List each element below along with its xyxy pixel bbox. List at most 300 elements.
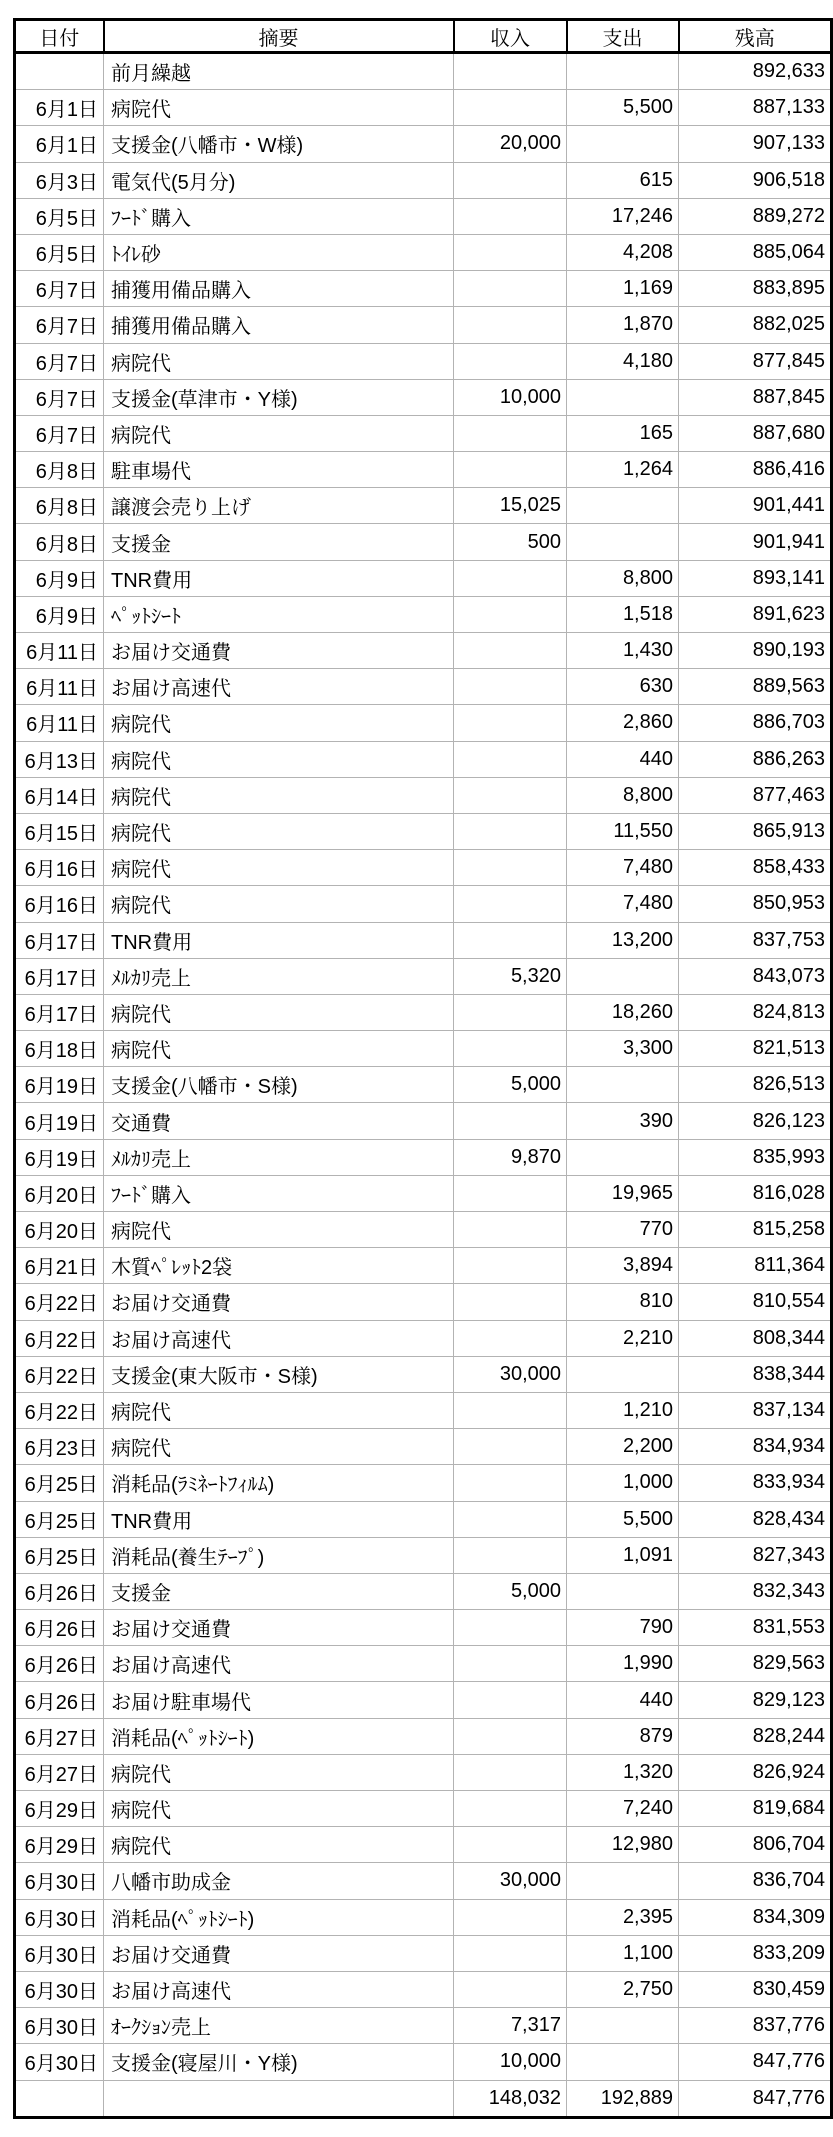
date-cell: 6月11日: [15, 633, 104, 669]
date-cell: 6月29日: [15, 1827, 104, 1863]
expense-cell: [567, 379, 679, 415]
table-row: [15, 886, 832, 922]
expense-cell: [567, 958, 679, 994]
date-cell: 6月1日: [15, 126, 104, 162]
expense-cell: 4,208: [567, 234, 679, 270]
date-cell: 6月15日: [15, 813, 104, 849]
income-cell: [454, 1392, 567, 1428]
table-row: [15, 922, 832, 958]
table-row: [15, 1573, 832, 1609]
income-cell: [454, 850, 567, 886]
balance-cell: 847,776: [679, 2044, 832, 2080]
income-cell: [454, 1103, 567, 1139]
table-row: [15, 234, 832, 270]
date-cell: 6月9日: [15, 560, 104, 596]
balance-cell: 837,753: [679, 922, 832, 958]
income-cell: [454, 1682, 567, 1718]
table-row: [15, 1284, 832, 1320]
description-cell: 支援金(寝屋川・Y様): [104, 2044, 454, 2080]
date-cell: [15, 2080, 104, 2117]
table-row: [15, 1139, 832, 1175]
table-row: [15, 1429, 832, 1465]
date-cell: 6月7日: [15, 271, 104, 307]
expense-cell: 1,210: [567, 1392, 679, 1428]
date-cell: 6月19日: [15, 1103, 104, 1139]
balance-cell: 832,343: [679, 1573, 832, 1609]
table-row: [15, 1465, 832, 1501]
date-cell: 6月21日: [15, 1248, 104, 1284]
balance-cell: 891,623: [679, 596, 832, 632]
balance-cell: 837,776: [679, 2008, 832, 2044]
table-row: [15, 1067, 832, 1103]
date-cell: 6月17日: [15, 994, 104, 1030]
balance-cell: 886,416: [679, 452, 832, 488]
table-row: [15, 488, 832, 524]
income-cell: [454, 1248, 567, 1284]
table-row: [15, 1863, 832, 1899]
income-cell: [454, 994, 567, 1030]
table-row: [15, 1754, 832, 1790]
expense-cell: 1,518: [567, 596, 679, 632]
date-cell: 6月7日: [15, 343, 104, 379]
expense-cell: [567, 524, 679, 560]
description-cell: 支援金(八幡市・W様): [104, 126, 454, 162]
income-cell: 15,025: [454, 488, 567, 524]
table-row: [15, 1175, 832, 1211]
income-cell: [454, 1175, 567, 1211]
balance-cell: 907,133: [679, 126, 832, 162]
table-row: [15, 596, 832, 632]
expense-cell: 390: [567, 1103, 679, 1139]
balance-cell: 808,344: [679, 1320, 832, 1356]
description-cell: お届け交通費: [104, 1284, 454, 1320]
balance-cell: 810,554: [679, 1284, 832, 1320]
date-cell: 6月7日: [15, 415, 104, 451]
income-cell: 148,032: [454, 2080, 567, 2117]
balance-cell: 834,309: [679, 1899, 832, 1935]
expense-cell: 11,550: [567, 813, 679, 849]
expense-cell: 1,169: [567, 271, 679, 307]
income-cell: [454, 1646, 567, 1682]
income-cell: [454, 307, 567, 343]
income-cell: [454, 1284, 567, 1320]
expense-cell: 7,240: [567, 1791, 679, 1827]
description-cell: 病院代: [104, 1212, 454, 1248]
date-cell: 6月27日: [15, 1754, 104, 1790]
table-row: [15, 813, 832, 849]
description-cell: お届け駐車場代: [104, 1682, 454, 1718]
table-row: [15, 126, 832, 162]
description-cell: ﾄｲﾚ砂: [104, 234, 454, 270]
date-cell: 6月20日: [15, 1175, 104, 1211]
description-cell: ﾌｰﾄﾞ購入: [104, 198, 454, 234]
date-cell: 6月16日: [15, 850, 104, 886]
table-row: [15, 1248, 832, 1284]
balance-cell: 886,263: [679, 741, 832, 777]
table-row: [15, 1320, 832, 1356]
description-cell: お届け交通費: [104, 1610, 454, 1646]
income-cell: [454, 705, 567, 741]
balance-cell: 850,953: [679, 886, 832, 922]
income-cell: 30,000: [454, 1863, 567, 1899]
expense-cell: 810: [567, 1284, 679, 1320]
balance-cell: 806,704: [679, 1827, 832, 1863]
expense-cell: 2,860: [567, 705, 679, 741]
date-cell: 6月16日: [15, 886, 104, 922]
expense-cell: 2,200: [567, 1429, 679, 1465]
date-cell: 6月30日: [15, 1899, 104, 1935]
date-cell: 6月9日: [15, 596, 104, 632]
balance-cell: 816,028: [679, 1175, 832, 1211]
expense-cell: [567, 1573, 679, 1609]
expense-cell: 18,260: [567, 994, 679, 1030]
totals-row: [15, 2080, 832, 2117]
expense-cell: 790: [567, 1610, 679, 1646]
table-row: [15, 669, 832, 705]
balance-cell: 838,344: [679, 1356, 832, 1392]
date-cell: 6月5日: [15, 198, 104, 234]
balance-cell: 819,684: [679, 1791, 832, 1827]
table-row: [15, 705, 832, 741]
description-cell: 病院代: [104, 886, 454, 922]
balance-cell: 877,463: [679, 777, 832, 813]
table-row: [15, 452, 832, 488]
table-row: [15, 560, 832, 596]
expense-cell: 630: [567, 669, 679, 705]
description-cell: ﾒﾙｶﾘ売上: [104, 958, 454, 994]
ledger-body: [15, 53, 832, 2118]
balance-cell: 837,134: [679, 1392, 832, 1428]
balance-cell: 858,433: [679, 850, 832, 886]
income-cell: [454, 669, 567, 705]
expense-cell: [567, 2044, 679, 2080]
date-cell: 6月25日: [15, 1465, 104, 1501]
expense-cell: 615: [567, 162, 679, 198]
balance-cell: 829,123: [679, 1682, 832, 1718]
expense-cell: 1,091: [567, 1537, 679, 1573]
balance-cell: 821,513: [679, 1031, 832, 1067]
balance-cell: 901,441: [679, 488, 832, 524]
description-cell: 病院代: [104, 415, 454, 451]
description-cell: TNR費用: [104, 560, 454, 596]
income-cell: [454, 633, 567, 669]
description-cell: 病院代: [104, 343, 454, 379]
balance-cell: 828,434: [679, 1501, 832, 1537]
balance-cell: 901,941: [679, 524, 832, 560]
table-row: [15, 53, 832, 90]
description-cell: 支援金: [104, 1573, 454, 1609]
balance-cell: 835,993: [679, 1139, 832, 1175]
description-cell: 支援金(草津市・Y様): [104, 379, 454, 415]
balance-cell: 833,934: [679, 1465, 832, 1501]
expense-cell: 770: [567, 1212, 679, 1248]
date-cell: 6月22日: [15, 1284, 104, 1320]
income-cell: [454, 777, 567, 813]
expense-cell: [567, 1067, 679, 1103]
description-cell: 病院代: [104, 741, 454, 777]
description-cell: ｵｰｸｼｮﾝ売上: [104, 2008, 454, 2044]
balance-cell: 886,703: [679, 705, 832, 741]
table-row: [15, 271, 832, 307]
balance-cell: 811,364: [679, 1248, 832, 1284]
description-cell: 消耗品(ﾍﾟｯﾄｼｰﾄ): [104, 1899, 454, 1935]
table-row: [15, 2008, 832, 2044]
table-row: [15, 1392, 832, 1428]
table-row: [15, 777, 832, 813]
income-cell: [454, 813, 567, 849]
income-cell: [454, 1899, 567, 1935]
description-cell: お届け高速代: [104, 1320, 454, 1356]
table-row: [15, 343, 832, 379]
balance-cell: 836,704: [679, 1863, 832, 1899]
date-cell: 6月29日: [15, 1791, 104, 1827]
expense-cell: 1,320: [567, 1754, 679, 1790]
table-row: [15, 198, 832, 234]
balance-cell: 826,123: [679, 1103, 832, 1139]
expense-cell: [567, 1863, 679, 1899]
income-cell: [454, 1031, 567, 1067]
table-row: [15, 633, 832, 669]
expense-cell: [567, 488, 679, 524]
balance-cell: 824,813: [679, 994, 832, 1030]
income-cell: [454, 53, 567, 90]
income-cell: [454, 560, 567, 596]
income-cell: [454, 1791, 567, 1827]
date-cell: 6月17日: [15, 922, 104, 958]
expense-cell: 8,800: [567, 560, 679, 596]
description-cell: 病院代: [104, 777, 454, 813]
expense-cell: 2,750: [567, 1971, 679, 2007]
expense-cell: 8,800: [567, 777, 679, 813]
income-cell: 10,000: [454, 2044, 567, 2080]
date-cell: 6月23日: [15, 1429, 104, 1465]
date-cell: 6月25日: [15, 1537, 104, 1573]
income-cell: 5,320: [454, 958, 567, 994]
balance-cell: 893,141: [679, 560, 832, 596]
expense-cell: 165: [567, 415, 679, 451]
table-row: [15, 2044, 832, 2080]
income-cell: [454, 596, 567, 632]
expense-cell: 7,480: [567, 886, 679, 922]
description-cell: 前月繰越: [104, 53, 454, 90]
expense-cell: [567, 2008, 679, 2044]
table-row: [15, 1971, 832, 2007]
table-row: [15, 90, 832, 126]
date-cell: 6月30日: [15, 1935, 104, 1971]
expense-cell: 1,870: [567, 307, 679, 343]
balance-cell: 889,272: [679, 198, 832, 234]
income-cell: [454, 922, 567, 958]
date-cell: 6月7日: [15, 379, 104, 415]
date-cell: 6月26日: [15, 1573, 104, 1609]
expense-cell: 192,889: [567, 2080, 679, 2117]
description-cell: 病院代: [104, 705, 454, 741]
date-cell: 6月8日: [15, 488, 104, 524]
header-description: 摘要: [104, 20, 454, 53]
income-cell: [454, 1935, 567, 1971]
income-cell: 7,317: [454, 2008, 567, 2044]
income-cell: [454, 1971, 567, 2007]
expense-cell: 5,500: [567, 1501, 679, 1537]
expense-cell: 5,500: [567, 90, 679, 126]
description-cell: 捕獲用備品購入: [104, 307, 454, 343]
date-cell: 6月11日: [15, 669, 104, 705]
date-cell: 6月30日: [15, 1971, 104, 2007]
header-income: 収入: [454, 20, 567, 53]
income-cell: [454, 198, 567, 234]
expense-cell: 440: [567, 741, 679, 777]
table-row: [15, 379, 832, 415]
income-cell: [454, 90, 567, 126]
table-row: [15, 307, 832, 343]
date-cell: 6月30日: [15, 2008, 104, 2044]
balance-cell: 877,845: [679, 343, 832, 379]
balance-cell: 815,258: [679, 1212, 832, 1248]
income-cell: [454, 1754, 567, 1790]
expense-cell: 1,430: [567, 633, 679, 669]
description-cell: 病院代: [104, 1827, 454, 1863]
date-cell: 6月18日: [15, 1031, 104, 1067]
date-cell: 6月14日: [15, 777, 104, 813]
date-cell: 6月11日: [15, 705, 104, 741]
income-cell: [454, 1320, 567, 1356]
expense-cell: 3,300: [567, 1031, 679, 1067]
balance-cell: 843,073: [679, 958, 832, 994]
description-cell: 病院代: [104, 813, 454, 849]
date-cell: 6月3日: [15, 162, 104, 198]
income-cell: 5,000: [454, 1573, 567, 1609]
date-cell: 6月25日: [15, 1501, 104, 1537]
description-cell: お届け交通費: [104, 1935, 454, 1971]
balance-cell: 890,193: [679, 633, 832, 669]
table-row: [15, 1610, 832, 1646]
balance-cell: 889,563: [679, 669, 832, 705]
table-row: [15, 415, 832, 451]
expense-cell: 17,246: [567, 198, 679, 234]
header-date: 日付: [15, 20, 104, 53]
date-cell: 6月26日: [15, 1682, 104, 1718]
balance-cell: 830,459: [679, 1971, 832, 2007]
description-cell: TNR費用: [104, 922, 454, 958]
date-cell: 6月22日: [15, 1392, 104, 1428]
balance-cell: 833,209: [679, 1935, 832, 1971]
date-cell: 6月26日: [15, 1610, 104, 1646]
income-cell: [454, 452, 567, 488]
date-cell: 6月30日: [15, 2044, 104, 2080]
expense-cell: 19,965: [567, 1175, 679, 1211]
table-row: [15, 1031, 832, 1067]
table-row: [15, 1537, 832, 1573]
income-cell: [454, 1537, 567, 1573]
table-row: [15, 1501, 832, 1537]
table-row: [15, 1791, 832, 1827]
expense-cell: 879: [567, 1718, 679, 1754]
description-cell: 譲渡会売り上げ: [104, 488, 454, 524]
expense-cell: [567, 126, 679, 162]
description-cell: 病院代: [104, 1031, 454, 1067]
date-cell: 6月26日: [15, 1646, 104, 1682]
income-cell: [454, 343, 567, 379]
table-row: [15, 1827, 832, 1863]
description-cell: 消耗品(養生ﾃｰﾌﾟ): [104, 1537, 454, 1573]
description-cell: 交通費: [104, 1103, 454, 1139]
table-row: [15, 1356, 832, 1392]
description-cell: 病院代: [104, 850, 454, 886]
header-balance: 残高: [679, 20, 832, 53]
income-cell: [454, 415, 567, 451]
date-cell: 6月19日: [15, 1067, 104, 1103]
description-cell: 病院代: [104, 1754, 454, 1790]
balance-cell: 826,924: [679, 1754, 832, 1790]
income-cell: [454, 1718, 567, 1754]
description-cell: 消耗品(ﾍﾟｯﾄｼｰﾄ): [104, 1718, 454, 1754]
description-cell: 病院代: [104, 994, 454, 1030]
expense-cell: [567, 1356, 679, 1392]
expense-cell: [567, 1139, 679, 1175]
description-cell: [104, 2080, 454, 2117]
date-cell: 6月17日: [15, 958, 104, 994]
expense-cell: 2,210: [567, 1320, 679, 1356]
date-cell: 6月20日: [15, 1212, 104, 1248]
table-row: [15, 1103, 832, 1139]
expense-cell: 12,980: [567, 1827, 679, 1863]
description-cell: 木質ﾍﾟﾚｯﾄ2袋: [104, 1248, 454, 1284]
income-cell: 9,870: [454, 1139, 567, 1175]
date-cell: 6月22日: [15, 1320, 104, 1356]
description-cell: 消耗品(ﾗﾐﾈｰﾄﾌｨﾙﾑ): [104, 1465, 454, 1501]
description-cell: 病院代: [104, 1392, 454, 1428]
date-cell: [15, 53, 104, 90]
expense-cell: 1,000: [567, 1465, 679, 1501]
table-row: [15, 1212, 832, 1248]
description-cell: お届け高速代: [104, 669, 454, 705]
table-row: [15, 1682, 832, 1718]
description-cell: 電気代(5月分): [104, 162, 454, 198]
description-cell: TNR費用: [104, 1501, 454, 1537]
income-cell: 20,000: [454, 126, 567, 162]
balance-cell: 887,133: [679, 90, 832, 126]
balance-cell: 887,680: [679, 415, 832, 451]
income-cell: 10,000: [454, 379, 567, 415]
balance-cell: 887,845: [679, 379, 832, 415]
expense-cell: 1,100: [567, 1935, 679, 1971]
balance-cell: 827,343: [679, 1537, 832, 1573]
header-expense: 支出: [567, 20, 679, 53]
date-cell: 6月27日: [15, 1718, 104, 1754]
balance-cell: 865,913: [679, 813, 832, 849]
description-cell: 捕獲用備品購入: [104, 271, 454, 307]
description-cell: お届け高速代: [104, 1971, 454, 2007]
date-cell: 6月8日: [15, 524, 104, 560]
description-cell: 病院代: [104, 1429, 454, 1465]
balance-cell: 883,895: [679, 271, 832, 307]
table-row: [15, 524, 832, 560]
description-cell: ﾒﾙｶﾘ売上: [104, 1139, 454, 1175]
expense-cell: 13,200: [567, 922, 679, 958]
date-cell: 6月5日: [15, 234, 104, 270]
description-cell: 八幡市助成金: [104, 1863, 454, 1899]
description-cell: 支援金(東大阪市・S様): [104, 1356, 454, 1392]
income-cell: [454, 1610, 567, 1646]
balance-cell: 906,518: [679, 162, 832, 198]
balance-cell: 826,513: [679, 1067, 832, 1103]
table-row: [15, 741, 832, 777]
table-row: [15, 994, 832, 1030]
income-cell: [454, 234, 567, 270]
expense-cell: 3,894: [567, 1248, 679, 1284]
table-row: [15, 958, 832, 994]
description-cell: ﾍﾟｯﾄｼｰﾄ: [104, 596, 454, 632]
